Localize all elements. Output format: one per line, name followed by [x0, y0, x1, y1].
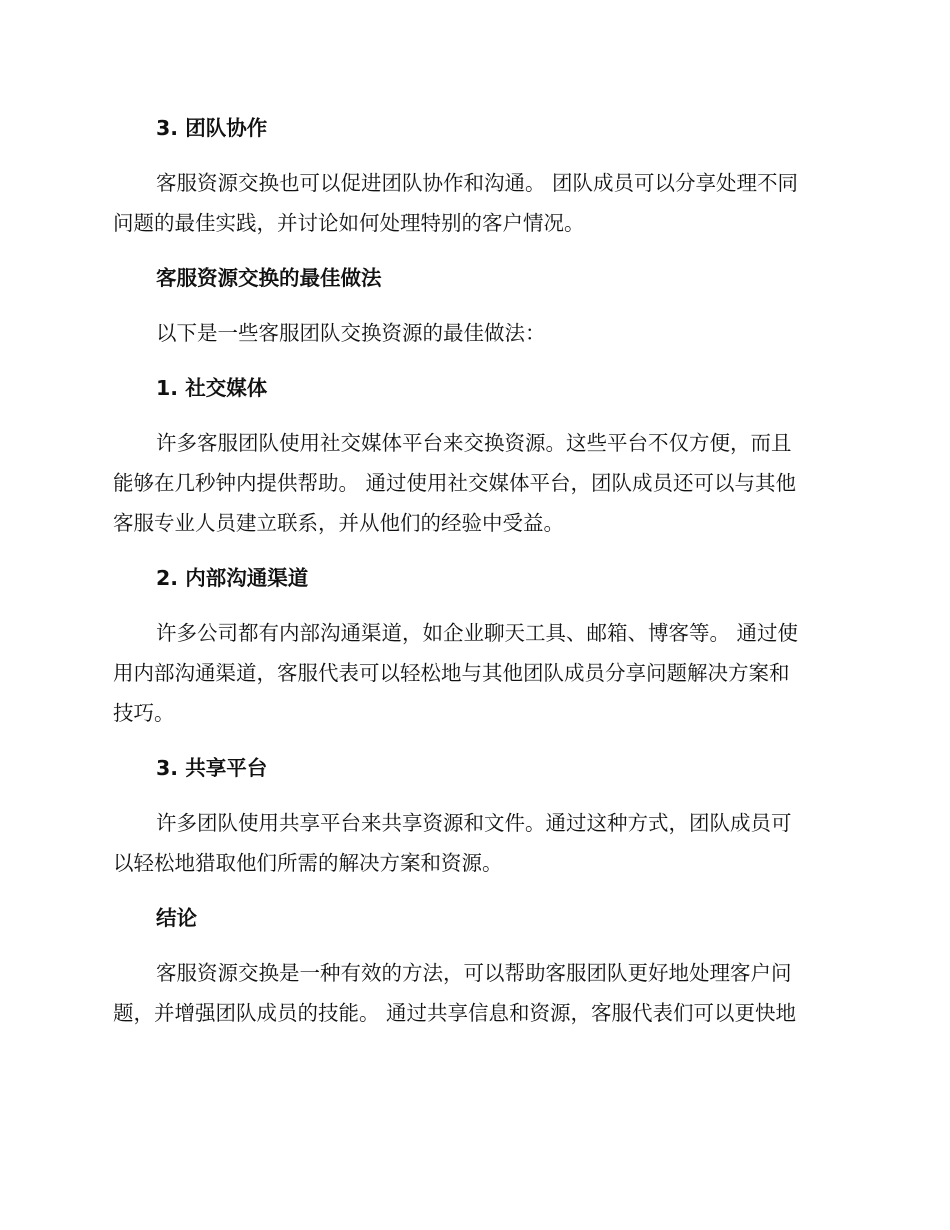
section-heading-conclusion: 结论	[156, 906, 197, 930]
paragraph-shared-platform	[113, 803, 837, 883]
section-heading-shared-platform: 3. 共享平台	[156, 756, 268, 780]
paragraph-line: 客服专业人员建立联系，并从他们的经验中受益。	[113, 511, 564, 535]
paragraph-line: 技巧。	[113, 701, 175, 725]
section-heading-social-media: 1. 社交媒体	[156, 376, 268, 400]
paragraph-line: 题，并增强团队成员的技能。 通过共享信息和资源，客服代表们可以更快地	[113, 1001, 797, 1025]
paragraph-line: 用内部沟通渠道，客服代表可以轻松地与其他团队成员分享问题解决方案和	[113, 661, 790, 685]
paragraph-line: 以轻松地猎取他们所需的解决方案和资源。	[113, 851, 503, 875]
section-heading-internal-channels: 2. 内部沟通渠道	[156, 566, 309, 590]
paragraph-line: 许多团队使用共享平台来共享资源和文件。通过这种方式，团队成员可	[156, 811, 792, 835]
paragraph-social-media	[113, 423, 837, 543]
paragraph-line: 许多公司都有内部沟通渠道，如企业聊天工具、邮箱、博客等。 通过使	[156, 621, 799, 645]
paragraph-team-collaboration	[113, 163, 837, 243]
paragraph-line: 能够在几秒钟内提供帮助。 通过使用社交媒体平台，团队成员还可以与其他	[113, 471, 797, 495]
paragraph-internal-channels	[113, 613, 837, 733]
section-heading-best-practices: 客服资源交换的最佳做法	[156, 266, 382, 290]
paragraph-conclusion	[113, 953, 837, 1033]
paragraph-best-practices-intro: 以下是一些客服团队交换资源的最佳做法：	[156, 321, 546, 345]
paragraph-line: 客服资源交换也可以促进团队协作和沟通。 团队成员可以分享处理不同	[156, 171, 799, 195]
document-body	[113, 108, 837, 1048]
paragraph-line: 许多客服团队使用社交媒体平台来交换资源。这些平台不仅方便，而且	[156, 431, 792, 455]
paragraph-line: 问题的最佳实践，并讨论如何处理特别的客户情况。	[113, 211, 585, 235]
paragraph-line: 客服资源交换是一种有效的方法，可以帮助客服团队更好地处理客户问	[156, 961, 792, 985]
section-heading-team-collaboration: 3. 团队协作	[156, 116, 268, 140]
